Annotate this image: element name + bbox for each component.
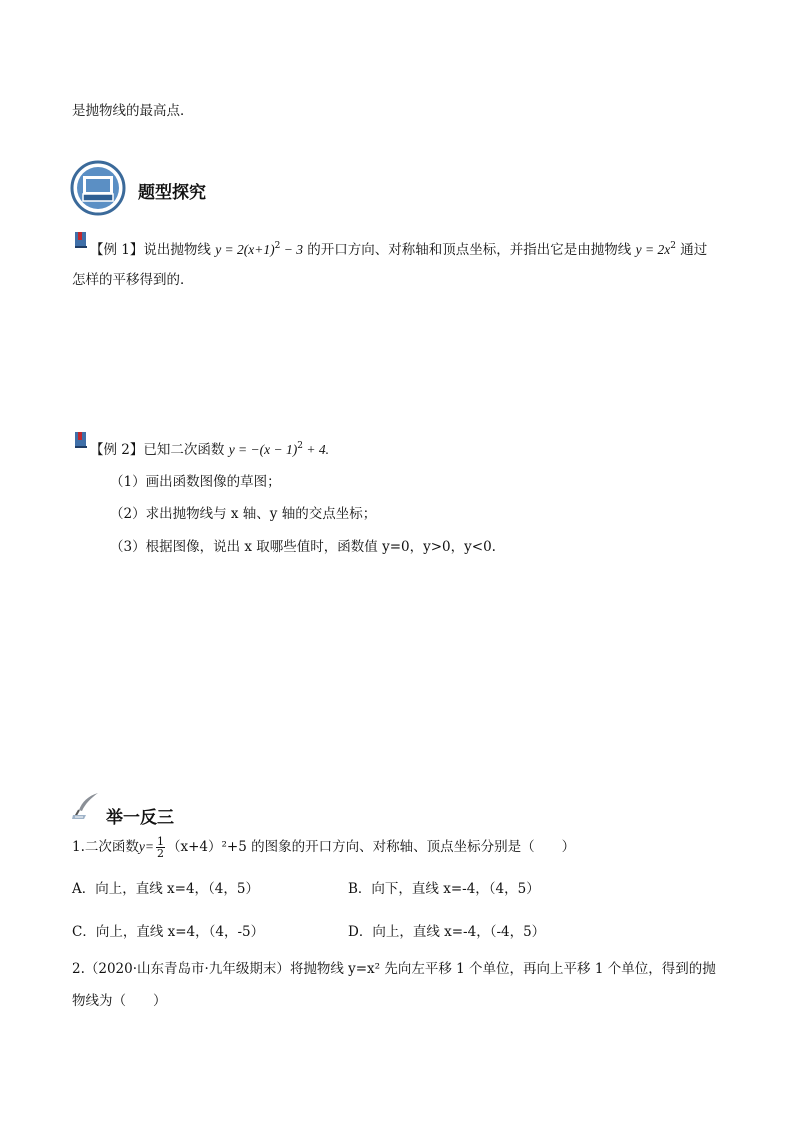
question-1-text: （x+4）²+5 的图象的开口方向、对称轴、顶点坐标分别是（ ） <box>167 839 576 855</box>
fraction-denominator: 2 <box>157 847 164 860</box>
quill-pen-icon <box>70 790 102 822</box>
example-2-line-1 <box>90 436 329 460</box>
option-d: D．向上，直线 x=-4，（-4，5） <box>348 924 546 940</box>
equation-tail: + 4. <box>302 442 329 457</box>
question-1-prefix: 1.二次函数 <box>72 839 139 855</box>
option-b: B．向下，直线 x=-4，（4，5） <box>348 881 540 897</box>
exponent: 2 <box>274 241 281 251</box>
example-1-text: 的开口方向、对称轴和顶点坐标，并指出它是由抛物线 <box>307 242 632 258</box>
exponent: 2 <box>297 441 303 451</box>
example-1-line-2: 怎样的平移得到的． <box>72 272 194 288</box>
example-2-item: （1）画出函数图像的草图； <box>110 474 281 490</box>
example-2-item: （2）求出抛物线与 x 轴、y 轴的交点坐标； <box>110 506 377 522</box>
equation: y= <box>138 839 154 854</box>
example-1-line-1 <box>90 236 707 260</box>
option-a: A．向上，直线 x=4，（4，5） <box>72 881 259 897</box>
book-icon <box>74 431 88 453</box>
section-title: 题型探究 <box>138 183 206 203</box>
question-2-line-1: 2.（2020·山东青岛市·九年级期末）将抛物线 y=x² 先向左平移 1 个单位，再向上平移 1 个单位，得到的抛 <box>72 961 716 977</box>
intro-text: 是抛物线的最高点． <box>72 103 194 119</box>
example-1-tag: 【例 1】 <box>90 242 144 258</box>
equation: y = 2(x+1) <box>215 242 275 257</box>
fraction <box>156 836 165 859</box>
example-1-text: 通过 <box>680 242 708 258</box>
example-2-item: （3）根据图像，说出 x 取哪些值时，函数值 y=0，y>0，y<0. <box>110 539 496 555</box>
book-icon <box>74 231 88 253</box>
option-c: C．向上，直线 x=4，（4，-5） <box>72 924 265 940</box>
exponent: 2 <box>670 241 676 251</box>
equation: y = −(x − 1) <box>228 442 298 457</box>
question-2-line-2: 物线为（ ） <box>72 993 167 1009</box>
example-2-tag: 【例 2】 <box>90 442 144 458</box>
practice-title: 举一反三 <box>106 808 174 828</box>
example-1-text: 说出抛物线 <box>143 242 211 258</box>
question-1 <box>72 836 575 859</box>
example-2-text: 已知二次函数 <box>143 442 225 458</box>
fraction-numerator: 1 <box>157 835 164 848</box>
book-badge-icon <box>70 160 126 216</box>
equation-tail: − 3 <box>280 242 303 257</box>
equation: y = 2x <box>635 242 671 257</box>
